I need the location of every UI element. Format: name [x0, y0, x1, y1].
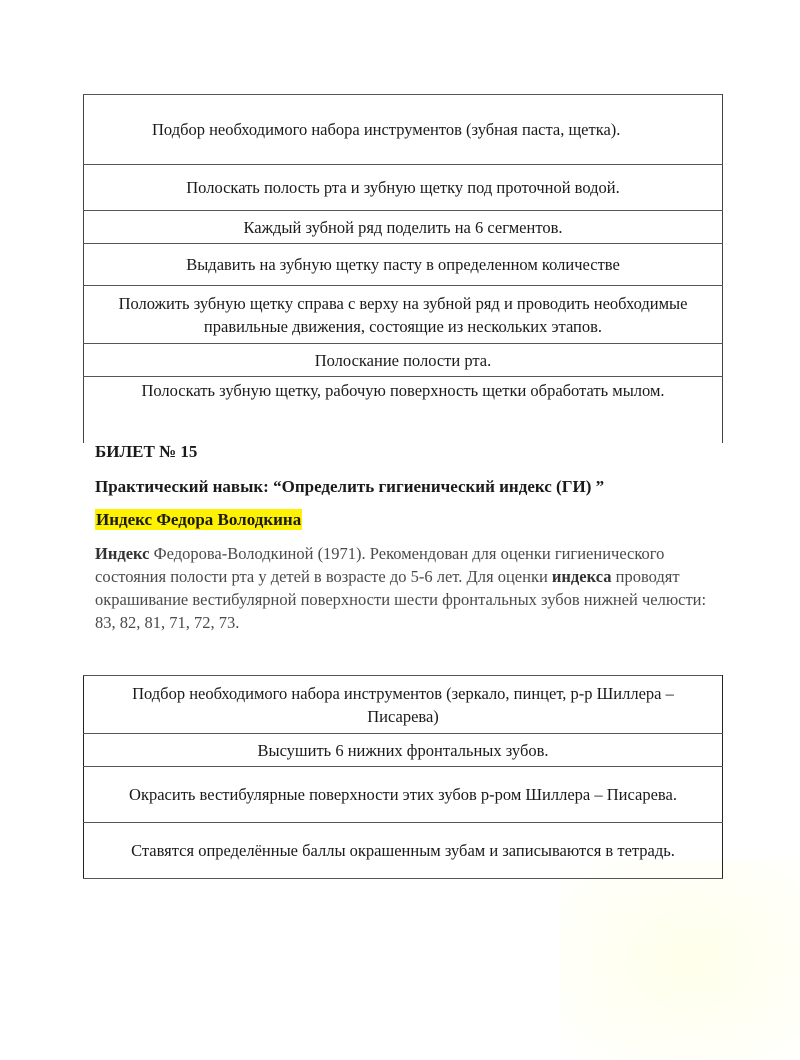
table-cell: Полоскание полости рта. — [84, 344, 723, 377]
table-cell: Выдавить на зубную щетку пасту в определенном количестве — [84, 244, 723, 286]
table-row — [84, 165, 723, 211]
table-row — [84, 95, 723, 165]
table-cell: Высушить 6 нижних фронтальных зубов. — [84, 734, 723, 767]
table-cell: Подбор необходимого набора инструментов (зубная паста, щетка). — [84, 95, 723, 165]
table-row — [84, 344, 723, 377]
table-cell: Подбор необходимого набора инструментов (зеркало, пинцет, р-р Шиллера – Писарева) — [84, 676, 723, 734]
table-row — [84, 286, 723, 344]
table-row — [84, 823, 723, 879]
table-cell: Полоскать полость рта и зубную щетку под проточной водой. — [84, 165, 723, 211]
table-row — [84, 377, 723, 443]
table-row — [84, 676, 723, 734]
table-cell: Каждый зубной ряд поделить на 6 сегментов. — [84, 211, 723, 244]
ticket-heading: БИЛЕТ № 15 — [95, 442, 198, 461]
highlight-text: Индекс Федора Володкина — [96, 510, 302, 529]
table-row — [84, 767, 723, 823]
page-glow — [560, 860, 800, 1060]
table-row — [84, 734, 723, 767]
bold-term: индекса — [551, 567, 612, 586]
paragraph-text: Федорова-Володкиной (1971). Рекомендован для оценки гигиенического состояния полости рта у детей в возрасте до 5-6 лет. Для оценки — [95, 544, 665, 586]
table-row — [84, 211, 723, 244]
bold-term: Индекс — [95, 544, 150, 563]
highlighted-heading — [95, 510, 302, 530]
table-row — [84, 244, 723, 286]
table-cell: Полоскать зубную щетку, рабочую поверхность щетки обработать мылом. — [84, 377, 723, 443]
paragraph-text: проводят окрашивание вестибулярной поверхности шести фронтальных зубов нижней челюсти: 83, 82, 81, 71, 72, 73. — [95, 567, 707, 632]
table-cell: Положить зубную щетку справа с верху на зубной ряд и проводить необходимые правильные движения, состоящие из нескольких этапов. — [84, 286, 723, 344]
table-cell: Окрасить вестибулярные поверхности этих зубов р-ром Шиллера – Писарева. — [84, 767, 723, 823]
brushing-steps-table — [83, 94, 723, 443]
index-steps-table — [83, 675, 723, 879]
skill-heading: Практический навык: “Определить гигиенический индекс (ГИ) ” — [95, 477, 605, 496]
index-description — [95, 542, 715, 634]
table-cell: Ставятся определённые баллы окрашенным зубам и записываются в тетрадь. — [84, 823, 723, 879]
